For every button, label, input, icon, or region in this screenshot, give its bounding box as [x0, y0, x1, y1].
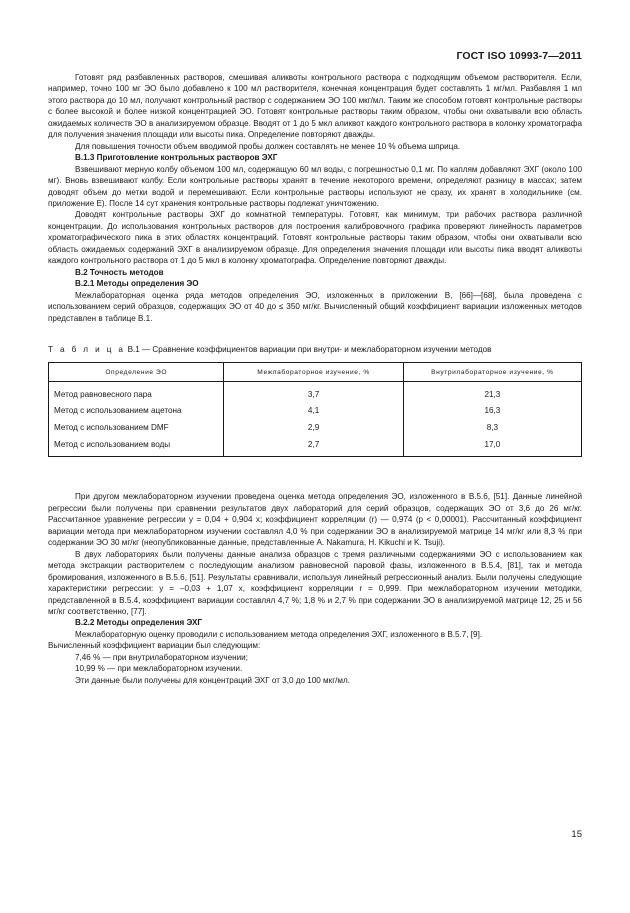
header-interlab: Межлабораторное изучение, %: [224, 363, 403, 382]
interlab-cell: 4,1: [224, 402, 403, 419]
section-heading: В.1.3 Приготовление контрольных растворов ЭХГ: [75, 153, 278, 163]
paragraph: Межлабораторную оценку проводили с использованием метода определения ЭХГ, изложенного в В.5.7, [9].: [75, 629, 483, 639]
header-intralab: Внутрилабораторное изучение, %: [403, 363, 581, 382]
interlab-cell: 3,7: [224, 382, 403, 403]
method-cell: Метод с использованием ацетона: [49, 402, 224, 419]
method-cell: Метод с использованием воды: [49, 436, 224, 457]
table-caption-label: Т а б л и ц а: [48, 344, 126, 354]
table-caption-text: В.1 — Сравнение коэффициентов вариации при внутри- и межлабораторном изучении методов: [125, 344, 492, 354]
paragraph: Межлабораторная оценка ряда методов определения ЭО, изложенных в приложении В, [66]—[68], была проведена с использованием серий образцов, содержащих ЭО от 40 до ≤ 350 мг/кг. Вычисленный общий коэффициент вариации изложенных методов представлен в таблице В.1.: [48, 290, 582, 323]
page-number: 15: [571, 829, 582, 840]
header-method: Определение ЭО: [49, 363, 224, 382]
table-header-row: [49, 363, 582, 382]
comparison-table: [48, 362, 582, 457]
intralab-cell: 17,0: [403, 436, 581, 457]
section-heading: В.2.1 Методы определения ЭО: [75, 279, 199, 289]
section-heading: В.2.2 Методы определения ЭХГ: [75, 618, 203, 628]
table-caption: [48, 344, 582, 355]
paragraph: В двух лабораториях были получены данные анализа образцов с тремя различными содержаниями ЭО с использованием как метода экстракции растворителем с последующим анализом равновесной паровой фазы, изложенного в В.5.4, [81], так и метода бромирования, изложенного в В.5.6, [51]. Результаты сравнивали, используя линейный регрессионный анализ. Были получены следующие характеристики регрессии: y = –0,03 + 1,07 x, коэффициент корреляции r = 0,999. При межлабораторном изучении методики, представленной в В.5.4, коэффициент вариации составлял 4,7 %; 1,8 % и 2,7 % при содержании ЭО в анализируемой матрице 12, 25 и 56 мг/кг соответственно, [77].: [48, 549, 582, 616]
paragraph: Взвешивают мерную колбу объемом 100 мл, содержащую 60 мл воды, с погрешностью 0,1 мг. По каплям добавляют ЭХГ (около 100 мг). Вновь взвешивают колбу. Если контрольные растворы хранят в течение некоторого времени, определяют разницу в массах; затем доводят объем до метки водой и перемешивают. Если контрольные растворы используют не сразу, их хранят в холодильнике (см. приложение Е). После 14 сут хранения контрольные растворы подлежат уничтожению.: [48, 164, 582, 208]
interlab-cell: 2,7: [224, 436, 403, 457]
paragraph: Эти данные были получены для концентраций ЭХГ от 3,0 до 100 мкг/мл.: [75, 675, 351, 685]
table-row: [49, 436, 582, 457]
intralab-cell: 8,3: [403, 419, 581, 436]
section-heading: В.2 Точность методов: [75, 267, 164, 277]
intralab-cell: 16,3: [403, 402, 581, 419]
method-cell: Метод равновесного пара: [49, 382, 224, 403]
page-content: [48, 72, 582, 686]
text-section-bottom: [48, 491, 582, 686]
standard-header: ГОСТ ISO 10993-7—2011: [456, 50, 582, 62]
paragraph: Доводят контрольные растворы ЭХГ до комнатной температуры. Готовят, как минимум, три рабочих раствора различной концентрации. До использования контрольных растворов для построения калибровочного графика проверяют линейность параметров хроматографического пика в этих областях концентраций. Готовят контрольные растворы таким образом, чтобы они охватывали всю область ожидаемых содержаний ЭХГ в анализируемом образце. Для определения значения площади или высоты пика вводят аликвоты каждого контрольного раствора от 1 до 5 мкл в колонку хроматографа. Определение повторяют дважды.: [48, 210, 582, 266]
interlab-cell: 2,9: [224, 419, 403, 436]
table-row: [49, 402, 582, 419]
intralab-cell: 21,3: [403, 382, 581, 403]
paragraph: 7,46 % — при внутрилабораторном изучении;: [75, 652, 248, 662]
paragraph: Вычисленный коэффициент вариации был следующим:: [48, 641, 261, 651]
paragraph: Готовят ряд разбавленных растворов, смешивая аликвоты контрольного раствора с подходящим объемом растворителя. Если, например, точно 100 мг ЭО было добавлено к 100 мл растворителя, конечная концентрация будет составлять 1 мг/мл. Разбавляя 1 мл этого раствора до 10 мл, получают контрольный раствор с содержанием ЭО 100 мкг/мл. Таким же способом готовят контрольные растворы с более высокой и более низкой концентрацией ЭО. Готовят контрольные растворы таким образом, чтобы они охватывали всю область ожидаемых количеств ЭО в анализируемом образце. Вводят от 1 до 5 мкл аликвот каждого контрольного раствора в колонку хроматографа для получения значения площади или высоты пика. Определение повторяют дважды.: [48, 73, 582, 140]
table-row: [49, 419, 582, 436]
paragraph: При другом межлабораторном изучении проведена оценка метода определения ЭО, изложенного в В.5.6, [51]. Данные линейной регрессии были получены при сравнении результатов двух лабораторий для серий образцов, содержащих ЭО от 3,6 до 26 мг/кг. Рассчитанное уравнение регрессии y = 0,04 + 0,904 x; коэффициент корреляции (r) — 0,974 (p < 0,00001). Рассчитанный коэффициент вариации метода при межлабораторном изучении составлял 4,0 % при содержании ЭО в анализируемой матрице 14 мг/кг или 8,3 % при содержании ЭО 30 мг/кг (неопубликованные данные, представленные A. Nakamura, H. Kikuchi и K. Tsuji).: [48, 492, 582, 548]
method-cell: Метод с использованием DMF: [49, 419, 224, 436]
text-section-top: [48, 72, 582, 324]
table-row: [49, 382, 582, 403]
paragraph: Для повышения точности объем вводимой пробы должен составлять не менее 10 % объема шприца.: [75, 141, 461, 151]
paragraph: 10,99 % — при межлабораторном изучении.: [75, 664, 243, 674]
